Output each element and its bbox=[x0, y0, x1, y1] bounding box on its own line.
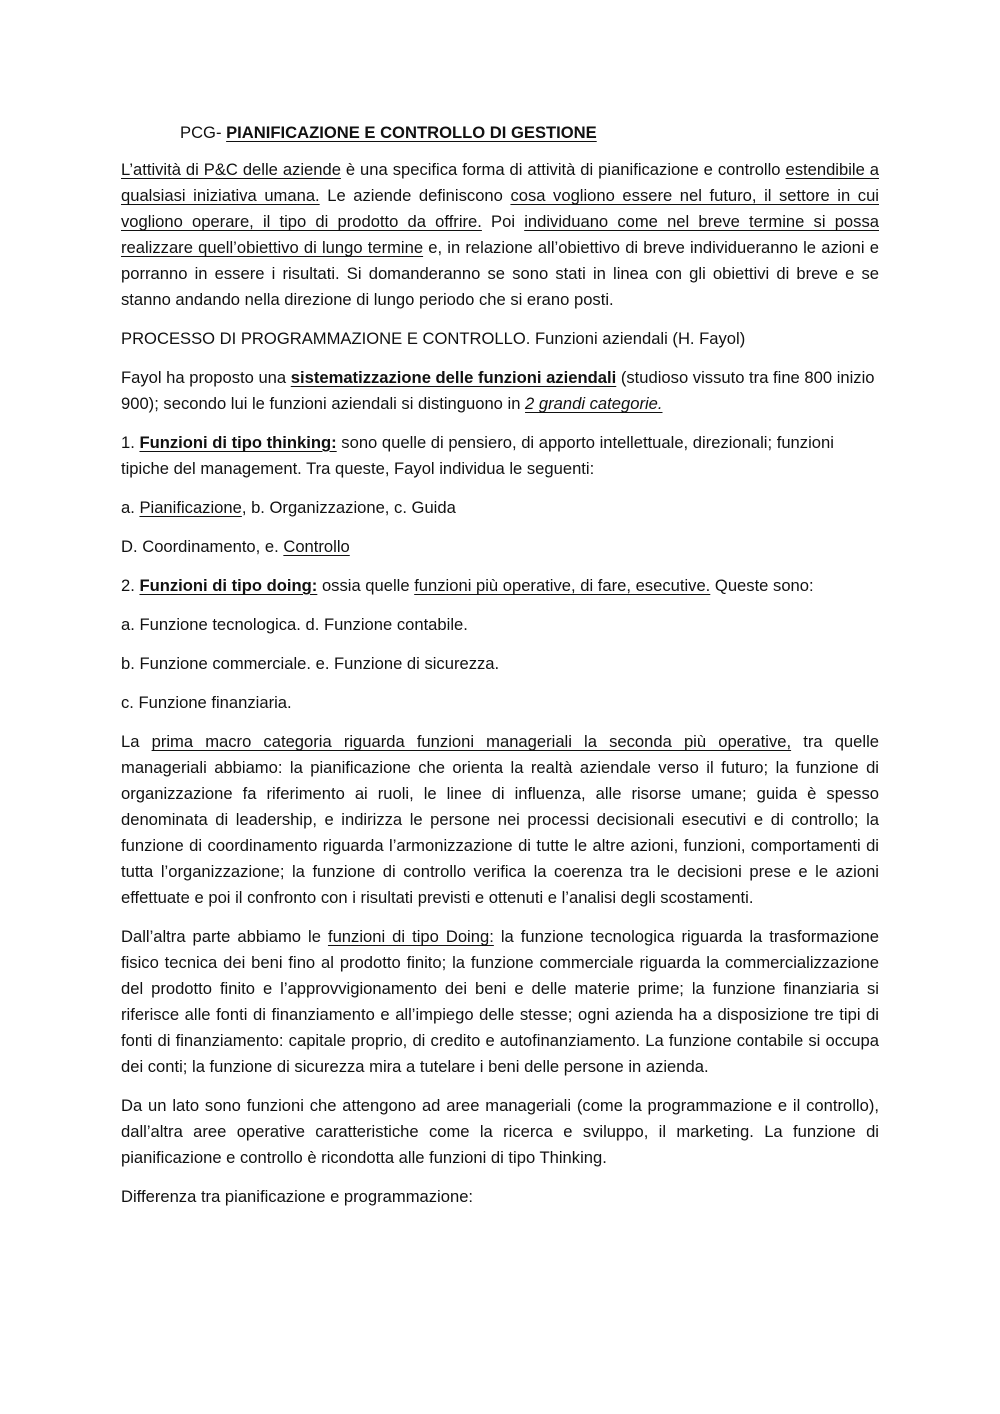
text-run: e, in relazione all’obiettivo di breve individueranno le azioni e porranno in essere i risultati. Si domanderanno se sono stati in linea con gli obiettivi di breve e se stanno andando nella direzione di lungo periodo che si erano posti. bbox=[121, 238, 879, 309]
paragraph-doing bbox=[121, 924, 879, 1080]
text-run: è una specifica forma di attività di pianificazione e controllo bbox=[340, 160, 786, 179]
text-run: Fayol ha proposto una bbox=[121, 368, 291, 387]
section-heading bbox=[121, 326, 879, 352]
list-item-doing bbox=[121, 573, 879, 599]
text-run: Da un lato sono funzioni che attengono ad aree manageriali (come la programmazione e il controllo), dall’altra aree operative caratteristiche come la ricerca e sviluppo, il marketing. La funzione di pianificazione e controllo è ricondotta alle funzioni di tipo Thinking. bbox=[121, 1096, 879, 1167]
text-run: Dall’altra parte abbiamo le bbox=[121, 927, 328, 946]
paragraph-managerial bbox=[121, 729, 879, 911]
text-run: D. Coordinamento, e. bbox=[121, 537, 284, 556]
text-run: sono quelle di pensiero, di apporto intellettuale, direzionali; funzioni tipiche del management. Tra queste, Fayol individua le seguenti: bbox=[121, 433, 834, 478]
list-item-doing-c bbox=[121, 690, 879, 716]
text-run: Controllo bbox=[283, 537, 350, 556]
text-run: la funzione tecnologica riguarda la trasformazione fisico tecnica dei beni fino al prodotto finito; la funzione commerciale riguarda la commercializzazione del prodotto finito e l’approvvigionamento dei beni e delle materie prime; la funzione finanziaria si riferisce alle fonti di finanziamento e all’impiego delle stesse; ogni azienda ha a disposizione tre tipi di fonti di finanziamento: capitale proprio, di credito e autofinanziamento. La funzione contabile si occupa dei conti; la funzione di sicurezza mira a tutelare i beni delle persone in azienda. bbox=[121, 927, 880, 1076]
text-run: estendibile a qualsiasi iniziativa umana. bbox=[121, 160, 879, 205]
text-run: individuano come nel breve termine si possa realizzare quell’obiettivo di lungo termine bbox=[121, 212, 879, 257]
text-run: Pianificazione bbox=[139, 498, 242, 517]
text-run: 2 grandi categorie. bbox=[525, 394, 663, 413]
text-run: La bbox=[121, 732, 152, 751]
text-run: a. Funzione tecnologica. d. Funzione contabile. bbox=[121, 615, 468, 634]
title-main: PIANIFICAZIONE E CONTROLLO DI GESTIONE bbox=[226, 123, 597, 142]
text-run: Queste sono: bbox=[710, 576, 814, 595]
text-run: funzioni di tipo Doing: bbox=[327, 927, 494, 946]
text-run: Differenza tra pianificazione e programmazione: bbox=[121, 1187, 474, 1206]
list-item-thinking-a bbox=[121, 495, 879, 521]
paragraph-difference bbox=[121, 1184, 879, 1210]
list-item-thinking-d bbox=[121, 534, 879, 560]
text-run: a. bbox=[121, 498, 140, 517]
text-run: (studioso vissuto tra fine 800 inizio 900); secondo lui le funzioni aziendali si distinguono in bbox=[121, 368, 875, 413]
text-run: funzioni più operative, di fare, esecutive. bbox=[414, 576, 711, 595]
text-run: 2. bbox=[121, 576, 140, 595]
text-run: PROCESSO DI PROGRAMMAZIONE E CONTROLLO. Funzioni aziendali (H. Fayol) bbox=[121, 329, 746, 348]
text-run: L’attività di P&C delle aziende bbox=[121, 160, 341, 179]
list-item-doing-b bbox=[121, 651, 879, 677]
text-run: sistematizzazione delle funzioni aziendali bbox=[290, 368, 617, 387]
text-run: Le aziende definiscono bbox=[319, 186, 511, 205]
text-run: c. Funzione finanziaria. bbox=[121, 693, 292, 712]
document-body bbox=[121, 120, 879, 1223]
paragraph-areas bbox=[121, 1093, 879, 1171]
list-item-doing-a bbox=[121, 612, 879, 638]
text-run: Funzioni di tipo doing: bbox=[139, 576, 318, 595]
text-run: , b. Organizzazione, c. Guida bbox=[241, 498, 456, 517]
text-run: ossia quelle bbox=[317, 576, 415, 595]
text-run: tra quelle manageriali abbiamo: la pianificazione che orienta la realtà aziendale verso il futuro; la funzione di organizzazione fa riferimento ai ruoli, le linee di influenza, alle risorse umane; guida è spesso denominata di leadership, e indirizza le persone nei processi decisionali esecutivi e di controllo; la funzione di coordinamento riguarda l’armonizzazione di tutte le altre azioni, funzioni, comportamenti di tutta l’organizzazione; la funzione di controllo verifica la coerenza tra le decisioni prese e le azioni effettuate e poi il confronto con i risultati previsti e ottenuti e l’analisi degli scostamenti. bbox=[121, 732, 879, 907]
text-run: prima macro categoria riguarda funzioni manageriali la seconda più operative, bbox=[151, 732, 792, 751]
paragraph-intro bbox=[121, 157, 879, 313]
text-run: Poi bbox=[481, 212, 525, 231]
list-item-thinking bbox=[121, 430, 879, 482]
document-title bbox=[121, 120, 879, 146]
text-run: cosa vogliono essere nel futuro, il settore in cui vogliono operare, il tipo di prodotto da offrire. bbox=[121, 186, 879, 231]
paragraph-fayol bbox=[121, 365, 879, 417]
text-run: Funzioni di tipo thinking: bbox=[139, 433, 337, 452]
text-run: b. Funzione commerciale. e. Funzione di sicurezza. bbox=[121, 654, 500, 673]
title-prefix: PCG- bbox=[180, 123, 227, 142]
text-run: 1. bbox=[121, 433, 140, 452]
